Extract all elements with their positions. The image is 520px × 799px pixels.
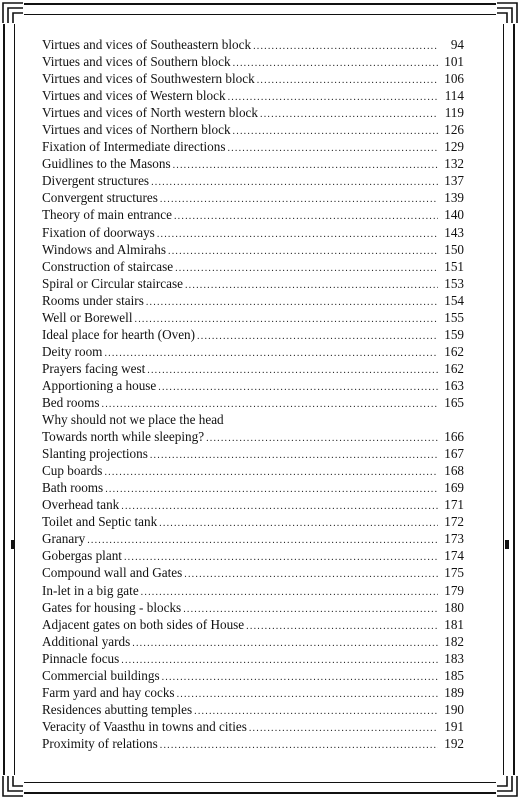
toc-entry-title: Bed rooms [42,394,100,410]
toc-entry [42,564,464,581]
toc-entry [42,241,464,258]
toc-entry [42,377,464,394]
dot-leader [177,686,438,703]
toc-entry-page-number: 155 [444,309,464,325]
dot-leader [104,464,438,481]
toc-entry-title: Bath rooms [42,480,104,496]
dot-leader [197,328,438,345]
toc-entry-title: Construction of staircase [42,258,174,274]
toc-entry [42,326,464,343]
toc-entry-page-number: 143 [444,224,464,240]
toc-entry-page-number: 153 [444,275,464,291]
toc-entry-title: Proximity of relations [42,735,158,751]
toc-entry [42,309,464,326]
toc-entry [42,428,464,445]
dot-leader [184,566,438,583]
dot-leader [253,38,438,55]
toc-entry-title: Overhead tank [42,497,120,513]
toc-entry-page-number: 167 [444,446,464,462]
toc-entry-title: Gobergas plant [42,548,122,564]
toc-entry-title: Guidlines to the Masons [42,156,171,172]
toc-entry-title: Why should not we place the head [42,412,224,428]
toc-entry-page-number: 172 [444,514,464,530]
toc-entry-title: Veracity of Vaasthu in towns and cities [42,718,247,734]
dot-leader [249,720,438,737]
toc-entry [42,53,464,70]
dot-leader [257,72,438,89]
toc-entry-page-number: 183 [444,650,464,666]
toc-entry [42,394,464,411]
toc-entry [42,70,464,87]
toc-entry-title: Deity room [42,343,103,359]
toc-entry [42,582,464,599]
toc-entry-page-number: 173 [444,531,464,547]
toc-entry-page-number: 139 [444,190,464,206]
dot-leader [227,140,438,157]
right-edge-mark [505,540,509,549]
toc-entry-title: Virtues and vices of Southwestern block [42,71,255,87]
toc-entry-page-number: 162 [444,360,464,376]
toc-entry-title: Pinnacle focus [42,650,120,666]
dot-leader [121,652,438,669]
toc-entry [42,496,464,513]
dot-leader [159,515,438,532]
toc-entry [42,104,464,121]
toc-entry [42,138,464,155]
toc-entry [42,121,464,138]
table-of-contents [42,36,464,752]
toc-entry [42,650,464,667]
dot-leader [151,174,438,191]
dot-leader [160,191,438,208]
toc-entry [42,292,464,309]
dot-leader [260,106,438,123]
toc-entry [42,172,464,189]
toc-entry-page-number: 189 [444,684,464,700]
dot-leader [132,635,438,652]
corner-ornament-top-left [2,2,24,24]
toc-entry-title: Gates for housing - blocks [42,599,182,615]
toc-entry [42,155,464,172]
toc-entry-title: Apportioning a house [42,377,157,393]
dot-leader [146,294,438,311]
toc-entry [42,701,464,718]
toc-entry-page-number: 171 [444,497,464,513]
toc-entry-title: Virtues and vices of North western block [42,105,259,121]
toc-entry-page-number: 181 [444,616,464,632]
toc-entry [42,411,464,428]
toc-entry [42,462,464,479]
toc-entry-title: Additional yards [42,633,131,649]
toc-entry-page-number: 163 [444,377,464,393]
toc-entry-title: Adjacent gates on both sides of House [42,616,245,632]
toc-entry [42,275,464,292]
toc-entry-title: Farm yard and hay cocks [42,684,175,700]
toc-entry-page-number: 151 [444,258,464,274]
toc-entry-page-number: 179 [444,582,464,598]
toc-entry-page-number: 168 [444,463,464,479]
toc-entry [42,189,464,206]
toc-entry [42,258,464,275]
toc-entry [42,735,464,752]
toc-entry [42,718,464,735]
toc-entry-title: Divergent structures [42,173,150,189]
toc-entry-title: Spiral or Circular staircase [42,275,183,291]
toc-entry [42,206,464,223]
toc-entry-page-number: 101 [444,54,464,70]
toc-entry [42,513,464,530]
toc-entry [42,530,464,547]
toc-entry-page-number: 166 [444,429,464,445]
toc-entry-page-number: 126 [444,122,464,138]
toc-entry [42,479,464,496]
toc-entry-page-number: 154 [444,292,464,308]
left-edge-mark [11,540,15,549]
toc-entry-title: Residences abutting temples [42,701,193,717]
toc-entry-title: Virtues and vices of Northern block [42,122,231,138]
dot-leader [173,157,438,174]
toc-entry-title: Theory of main entrance [42,207,172,223]
toc-entry-title: Virtues and vices of Southern block [42,54,231,70]
toc-entry-title: Fixation of Intermediate directions [42,139,226,155]
toc-entry-title: Toilet and Septic tank [42,514,158,530]
dot-leader [246,618,438,635]
toc-entry-title: Virtues and vices of Southeastern block [42,37,252,52]
dot-leader [121,498,438,515]
toc-entry [42,547,464,564]
dot-leader [162,669,438,686]
toc-entry-title: Prayers facing west [42,360,146,376]
toc-entry-page-number: 150 [444,241,464,257]
dot-leader [233,55,438,72]
toc-entry [42,599,464,616]
dot-leader [185,277,438,294]
dot-leader [150,447,438,464]
toc-entry-page-number: 175 [444,565,464,581]
toc-entry-page-number: 137 [444,173,464,189]
toc-entry-page-number: 174 [444,548,464,564]
toc-entry-page-number: 162 [444,343,464,359]
toc-entry [42,36,464,53]
corner-ornament-bottom-left [2,775,24,797]
dot-leader [206,430,438,447]
dot-leader [160,737,438,754]
dot-leader [147,362,438,379]
dot-leader [174,208,438,225]
dot-leader [141,584,438,601]
dot-leader [233,123,438,140]
toc-entry [42,684,464,701]
toc-entry-page-number: 129 [444,139,464,155]
toc-entry-page-number: 192 [444,735,464,751]
toc-entry [42,224,464,241]
toc-entry-page-number: 106 [444,71,464,87]
toc-entry-title: Well or Borewell [42,309,133,325]
toc-entry-page-number: 159 [444,326,464,342]
toc-entry-title: Compound wall and Gates [42,565,183,581]
dot-leader [168,243,438,260]
toc-entry-page-number: 190 [444,701,464,717]
toc-entry [42,360,464,377]
toc-entry [42,633,464,650]
toc-entry-title: Convergent structures [42,190,158,206]
toc-entry-title: Virtues and vices of Western block [42,88,226,104]
toc-entry-page-number: 94 [450,37,464,52]
toc-entry-title: Ideal place for hearth (Oven) [42,326,196,342]
corner-ornament-top-right [496,2,518,24]
dot-leader [157,226,438,243]
toc-entry [42,445,464,462]
toc-entry [42,87,464,104]
toc-entry-title: Towards north while sleeping? [42,429,205,445]
toc-entry-page-number: 132 [444,156,464,172]
toc-entry-title: Windows and Almirahs [42,241,167,257]
toc-entry [42,616,464,633]
dot-leader [175,260,438,277]
dot-leader [87,532,438,549]
toc-entry [42,667,464,684]
toc-entry [42,343,464,360]
toc-entry-page-number: 191 [444,718,464,734]
toc-entry-page-number: 169 [444,480,464,496]
toc-entry-title: Commercial buildings [42,667,160,683]
toc-entry-page-number: 119 [444,105,464,121]
toc-entry-title: Slanting projections [42,446,148,462]
toc-entry-title: Cup boards [42,463,103,479]
dot-leader [105,481,438,498]
corner-ornament-bottom-right [496,775,518,797]
toc-entry-title: Rooms under stairs [42,292,144,308]
toc-entry-title: Fixation of doorways [42,224,155,240]
toc-entry-page-number: 185 [444,667,464,683]
toc-entry-page-number: 140 [444,207,464,223]
toc-entry-title: Granary [42,531,86,547]
dot-leader [228,89,438,106]
toc-entry-page-number: 182 [444,633,464,649]
toc-entry-page-number: 114 [444,88,464,104]
toc-entry-page-number: 165 [444,394,464,410]
dot-leader [104,345,438,362]
dot-leader [158,379,438,396]
toc-entry-page-number: 180 [444,599,464,615]
toc-entry-title: In-let in a big gate [42,582,139,598]
